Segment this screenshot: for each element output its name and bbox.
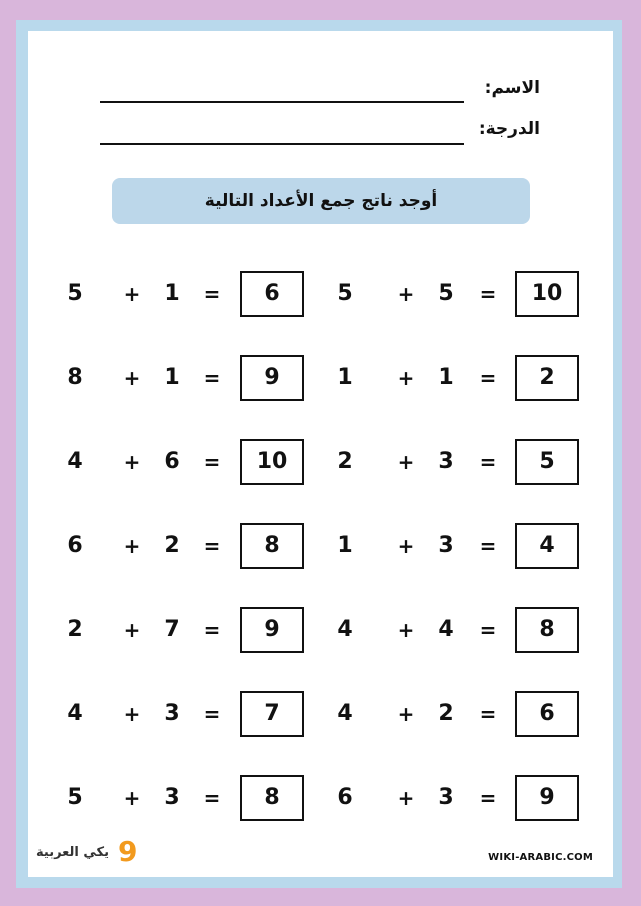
- plus-sign: +: [397, 618, 415, 642]
- worksheet-page: [28, 31, 613, 877]
- plus-sign: +: [123, 282, 141, 306]
- right-addend-b: 3: [438, 533, 454, 558]
- plus-sign: +: [397, 366, 415, 390]
- equals-sign: =: [203, 618, 221, 642]
- left-answer-box[interactable]: 8: [240, 523, 304, 569]
- equals-sign: =: [203, 534, 221, 558]
- equals-sign: =: [203, 450, 221, 474]
- equals-sign: =: [479, 366, 497, 390]
- right-addend-a: 5: [337, 281, 353, 306]
- right-answer-box[interactable]: 9: [515, 775, 579, 821]
- right-addend-a: 1: [337, 365, 353, 390]
- equals-sign: =: [203, 282, 221, 306]
- left-answer-box[interactable]: 7: [240, 691, 304, 737]
- right-addend-a: 6: [337, 785, 353, 810]
- plus-sign: +: [123, 450, 141, 474]
- right-answer-box[interactable]: 2: [515, 355, 579, 401]
- equals-sign: =: [479, 702, 497, 726]
- right-addend-a: 2: [337, 449, 353, 474]
- left-answer-box[interactable]: 9: [240, 607, 304, 653]
- left-addend-a: 5: [67, 281, 83, 306]
- plus-sign: +: [397, 534, 415, 558]
- plus-sign: +: [123, 534, 141, 558]
- left-addend-b: 3: [164, 701, 180, 726]
- right-answer-box[interactable]: 8: [515, 607, 579, 653]
- right-addend-a: 4: [337, 701, 353, 726]
- site-logo: [36, 837, 146, 867]
- left-addend-a: 4: [67, 449, 83, 474]
- equals-sign: =: [203, 786, 221, 810]
- right-addend-b: 3: [438, 449, 454, 474]
- equals-sign: =: [479, 282, 497, 306]
- right-addend-b: 1: [438, 365, 454, 390]
- left-addend-a: 6: [67, 533, 83, 558]
- instruction-text: أوجد ناتج جمع الأعداد التالية: [204, 191, 438, 211]
- equals-sign: =: [479, 534, 497, 558]
- problem-row: [28, 691, 613, 737]
- plus-sign: +: [123, 786, 141, 810]
- name-label: الاسم:: [484, 78, 540, 98]
- equals-sign: =: [203, 702, 221, 726]
- right-answer-box[interactable]: 6: [515, 691, 579, 737]
- plus-sign: +: [123, 702, 141, 726]
- left-answer-box[interactable]: 6: [240, 271, 304, 317]
- left-addend-b: 1: [164, 281, 180, 306]
- grade-label: الدرجة:: [478, 119, 540, 139]
- problem-row: [28, 775, 613, 821]
- equals-sign: =: [479, 450, 497, 474]
- plus-sign: +: [397, 282, 415, 306]
- left-addend-a: 2: [67, 617, 83, 642]
- logo-mark: 9: [118, 835, 138, 868]
- left-addend-b: 6: [164, 449, 180, 474]
- equals-sign: =: [203, 366, 221, 390]
- equals-sign: =: [479, 618, 497, 642]
- left-addend-b: 3: [164, 785, 180, 810]
- left-addend-a: 5: [67, 785, 83, 810]
- right-addend-a: 1: [337, 533, 353, 558]
- name-line[interactable]: [100, 101, 464, 103]
- right-addend-b: 4: [438, 617, 454, 642]
- left-addend-b: 2: [164, 533, 180, 558]
- right-addend-b: 3: [438, 785, 454, 810]
- footer-url: WIKI-ARABIC.COM: [488, 852, 593, 863]
- plus-sign: +: [397, 702, 415, 726]
- right-answer-box[interactable]: 10: [515, 271, 579, 317]
- plus-sign: +: [123, 366, 141, 390]
- plus-sign: +: [397, 450, 415, 474]
- grade-line[interactable]: [100, 143, 464, 145]
- problem-row: [28, 439, 613, 485]
- right-answer-box[interactable]: 4: [515, 523, 579, 569]
- problem-row: [28, 523, 613, 569]
- equals-sign: =: [479, 786, 497, 810]
- problem-row: [28, 271, 613, 317]
- right-addend-a: 4: [337, 617, 353, 642]
- left-addend-a: 8: [67, 365, 83, 390]
- instruction-banner: [112, 178, 530, 224]
- problem-row: [28, 355, 613, 401]
- plus-sign: +: [397, 786, 415, 810]
- logo-text: يكي العربية: [36, 845, 109, 860]
- left-addend-b: 7: [164, 617, 180, 642]
- problem-row: [28, 607, 613, 653]
- right-addend-b: 5: [438, 281, 454, 306]
- left-answer-box[interactable]: 10: [240, 439, 304, 485]
- plus-sign: +: [123, 618, 141, 642]
- left-addend-a: 4: [67, 701, 83, 726]
- left-answer-box[interactable]: 9: [240, 355, 304, 401]
- right-addend-b: 2: [438, 701, 454, 726]
- right-answer-box[interactable]: 5: [515, 439, 579, 485]
- left-answer-box[interactable]: 8: [240, 775, 304, 821]
- left-addend-b: 1: [164, 365, 180, 390]
